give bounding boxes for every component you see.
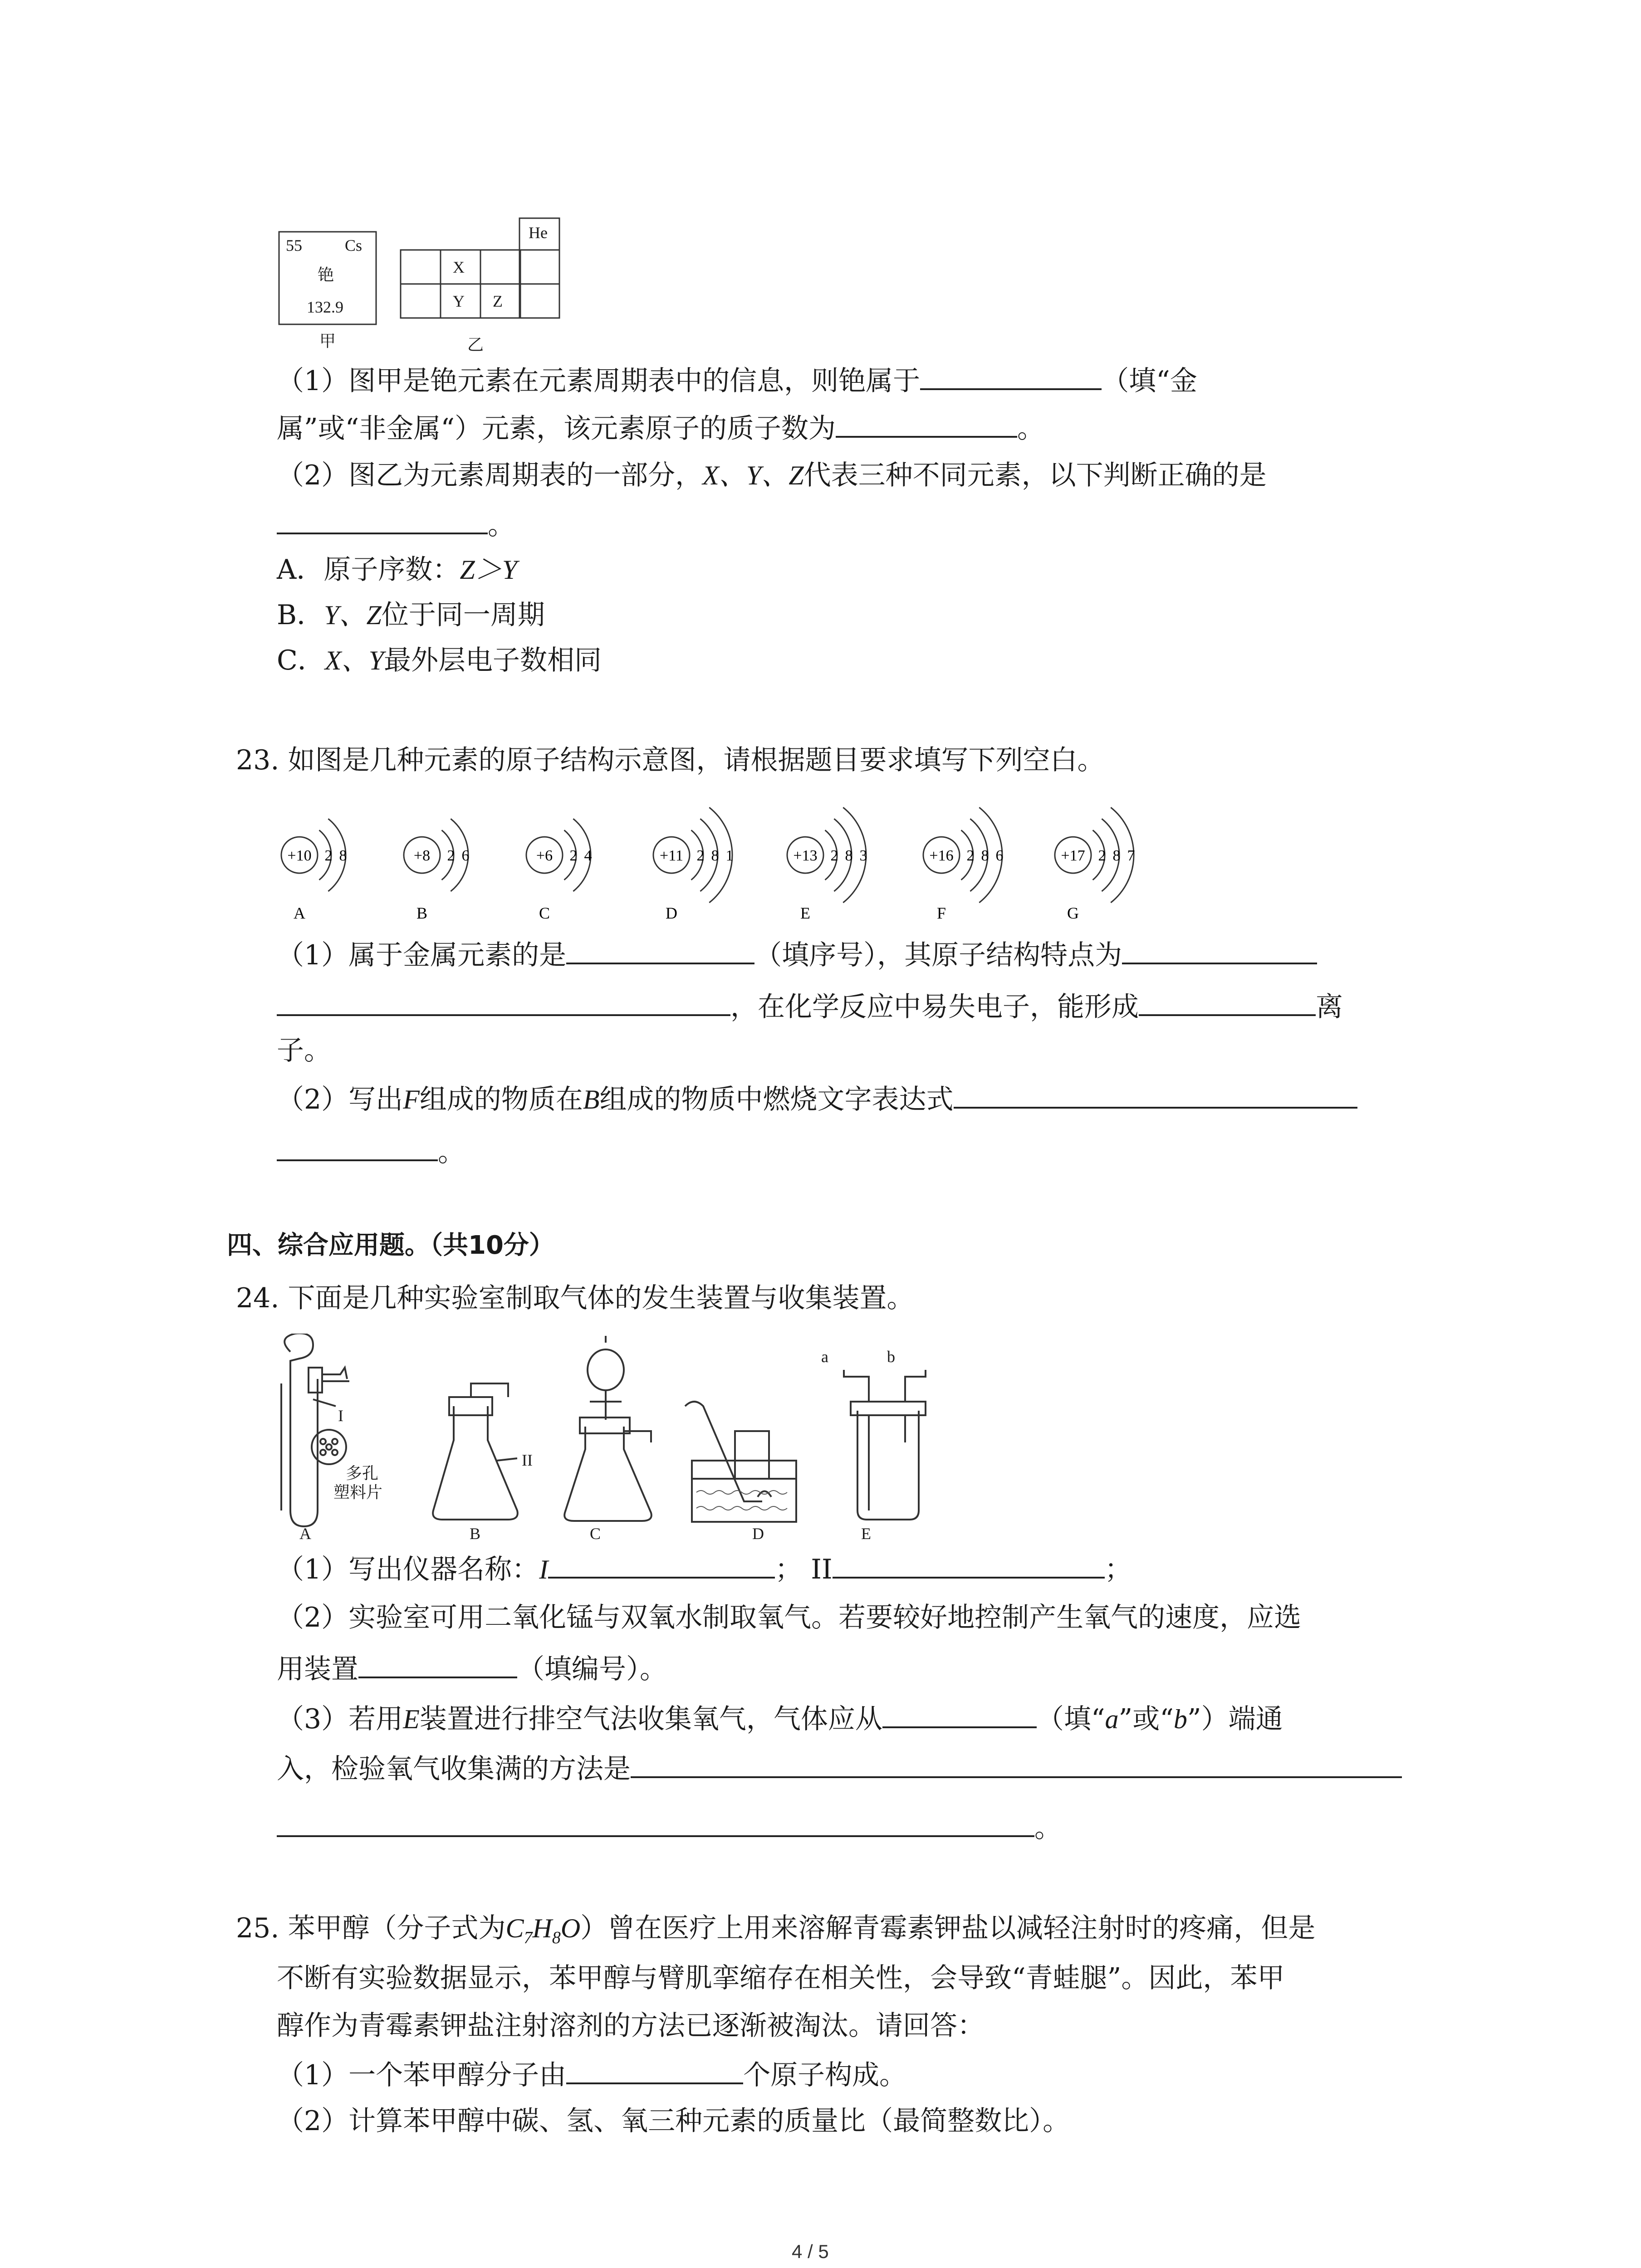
shell-electron-count: 6 (461, 847, 470, 864)
atom-structure-diagrams (272, 789, 1207, 925)
q25-line3: 醇作为青霉素钾盐注射溶剂的方法已逐渐被淘汰。请回答： (277, 2010, 985, 2042)
shell-electron-count: 8 (339, 847, 347, 864)
atom-D (653, 807, 734, 922)
shell-electron-count: 8 (1112, 847, 1121, 864)
shell-electron-count: 8 (981, 847, 989, 864)
shell-electron-count: 2 (696, 847, 705, 864)
q23-part2-line2: 。 (277, 1134, 465, 1168)
label-apparatus-e: E (861, 1525, 871, 1543)
atom-label: E (800, 904, 810, 922)
atom-label: A (294, 904, 305, 922)
cesium-mass: 132.9 (307, 298, 343, 316)
q22-option-a: A．原子序数：Z＞Y (277, 554, 518, 586)
nucleus-charge: +8 (413, 847, 431, 864)
q25-part1: （1）一个苯甲醇分子由 个原子构成。 (277, 2057, 906, 2092)
apparatus-c-flask (564, 1427, 652, 1521)
port-b (905, 1370, 926, 1402)
cell-z: Z (493, 292, 503, 310)
apparatus-e-bottle (857, 1411, 919, 1520)
nucleus-charge: +10 (287, 847, 312, 864)
label-b: b (887, 1348, 895, 1366)
label-apparatus-d: D (752, 1525, 764, 1543)
cesium-atomic-number: 55 (286, 236, 302, 254)
q24-part1: （1）写出仪器名称：I ； II ； (277, 1551, 1132, 1586)
section-4-title: 四、综合应用题。（共10分） (227, 1231, 554, 1260)
atom-label: F (936, 904, 946, 922)
q23-stem: 23. 如图是几种元素的原子结构示意图，请根据题目要求填写下列空白。 (236, 744, 1105, 776)
q25-blank-atom-count[interactable] (566, 2057, 743, 2084)
q25-part2: （2）计算苯甲醇中碳、氢、氧三种元素的质量比（最简整数比）。 (277, 2105, 1070, 2137)
q24-part3-line2: 入，检验氧气收集满的方法是 (277, 1751, 1402, 1785)
nucleus-charge: +6 (536, 847, 553, 864)
nucleus-charge: +17 (1061, 847, 1085, 864)
page-number: 4 / 5 (792, 2241, 829, 2262)
label-a: a (821, 1348, 828, 1366)
q23-blank-expression-cont[interactable] (277, 1134, 438, 1161)
nucleus-charge: +13 (793, 847, 818, 864)
shell-electron-count: 2 (569, 847, 578, 864)
q22-option-b: B．Y、Z位于同一周期 (277, 599, 545, 631)
q24-blank-device[interactable] (358, 1651, 517, 1678)
q22-blank-metal[interactable] (920, 363, 1102, 390)
q23-part1-line1: （1）属于金属元素的是 （填序号），其原子结构特点为 (277, 937, 1317, 972)
q24-blank-instrument-2[interactable] (833, 1551, 1105, 1579)
nucleus-charge: +16 (929, 847, 954, 864)
q23-blank-ion[interactable] (1139, 989, 1316, 1016)
q22-part1-line1: （1）图甲是铯元素在元素周期表中的信息，则铯属于 （填“金 (277, 363, 1197, 397)
cell-he: He (529, 224, 548, 242)
atom-label: D (666, 904, 677, 922)
q24-blank-instrument-1[interactable] (548, 1551, 775, 1579)
q23-part2-line1: （2）写出F组成的物质在B组成的物质中燃烧文字表达式 (277, 1081, 1357, 1116)
shell-electron-count: 7 (1127, 847, 1135, 864)
q24-part2-line2: 用装置 （填编号）。 (277, 1651, 667, 1686)
q23-blank-expression[interactable] (954, 1081, 1357, 1109)
q24-part3-line3: 。 (277, 1810, 1062, 1844)
q24-part3-line1: （3）若用E装置进行排空气法收集氧气，气体应从 （填“a”或“b”）端通 (277, 1701, 1283, 1735)
port-a (844, 1370, 869, 1402)
q24-blank-method-cont[interactable] (277, 1810, 1034, 1837)
q25-line1: 25. 苯甲醇（分子式为$C_7H_8O$）曾在医疗上用来溶解青霉素钾盐以减轻注射时的疼痛，但是 (236, 1912, 1316, 1947)
shell-electron-count: 6 (995, 847, 1004, 864)
atom-B (404, 819, 470, 922)
apparatus-b-flask (433, 1406, 518, 1520)
q22-blank-answer[interactable] (277, 507, 488, 534)
lab-apparatus-figure (272, 1334, 935, 1547)
shell-electron-count: 8 (711, 847, 719, 864)
label-apparatus-c: C (590, 1525, 601, 1543)
q24-part2-line1: （2）实验室可用二氧化锰与双氧水制取氧气。若要较好地控制产生氧气的速度，应选 (277, 1602, 1302, 1633)
figure-yi-label: 乙 (467, 336, 484, 354)
shell-electron-count: 2 (830, 847, 838, 864)
atom-E (787, 807, 867, 922)
label-plastic-plate: 塑料片 (333, 1483, 383, 1502)
cesium-symbol: Cs (345, 236, 362, 254)
cell-y: Y (453, 292, 465, 310)
label-II: II (522, 1451, 533, 1469)
shell-electron-count: 2 (447, 847, 455, 864)
shell-electron-count: 2 (1098, 847, 1106, 864)
label-apparatus-b: B (470, 1525, 481, 1543)
atom-A (281, 819, 347, 922)
q24-blank-method[interactable] (631, 1751, 1402, 1778)
figure-jia-label: 甲 (319, 332, 336, 351)
apparatus-d-tube (685, 1402, 762, 1501)
nucleus-charge: +11 (660, 847, 683, 864)
apparatus-a-funnel (284, 1334, 313, 1510)
atom-label: C (539, 904, 550, 922)
q22-part2-line2: 。 (277, 507, 515, 542)
apparatus-c-funnel (588, 1349, 624, 1390)
shell-electron-count: 2 (966, 847, 975, 864)
cell-x: X (453, 258, 465, 276)
atom-F (923, 807, 1004, 922)
label-I: I (338, 1407, 343, 1425)
q23-part1-line2: ，在化学反应中易失电子，能形成 离 (277, 989, 1343, 1023)
q25-line2: 不断有实验数据显示，苯甲醇与臂肌挛缩存在相关性，会导致“青蛙腿”。因此，苯甲 (277, 1962, 1285, 1994)
q23-blank-feature[interactable] (1122, 937, 1317, 964)
q23-blank-feature-cont[interactable] (277, 989, 730, 1016)
q22-option-c: C．X、Y最外层电子数相同 (277, 645, 602, 676)
label-apparatus-a: A (299, 1525, 311, 1543)
q24-blank-port[interactable] (882, 1701, 1037, 1728)
q22-part1-line2: 属”或“非金属“）元素，该元素原子的质子数为 。 (277, 411, 1044, 445)
q22-part2-line1: （2）图乙为元素周期表的一部分，X、Y、Z代表三种不同元素，以下判断正确的是 (277, 459, 1267, 491)
shell-electron-count: 1 (725, 847, 734, 864)
atom-C (526, 819, 592, 922)
q24-stem: 24. 下面是几种实验室制取气体的发生装置与收集装置。 (236, 1282, 914, 1314)
cesium-name: 铯 (318, 266, 334, 284)
apparatus-d-trough (692, 1461, 796, 1522)
shell-electron-count: 2 (324, 847, 333, 864)
label-porous: 多孔 (346, 1464, 379, 1483)
shell-electron-count: 8 (845, 847, 853, 864)
atom-G (1055, 807, 1135, 922)
atom-label: B (416, 904, 428, 922)
shell-electron-count: 3 (859, 847, 867, 864)
q23-part1-line3: 子。 (277, 1035, 331, 1066)
q23-blank-metal[interactable] (566, 937, 754, 964)
q22-blank-protons[interactable] (836, 411, 1017, 438)
atom-label: G (1067, 904, 1079, 922)
shell-electron-count: 4 (584, 847, 592, 864)
